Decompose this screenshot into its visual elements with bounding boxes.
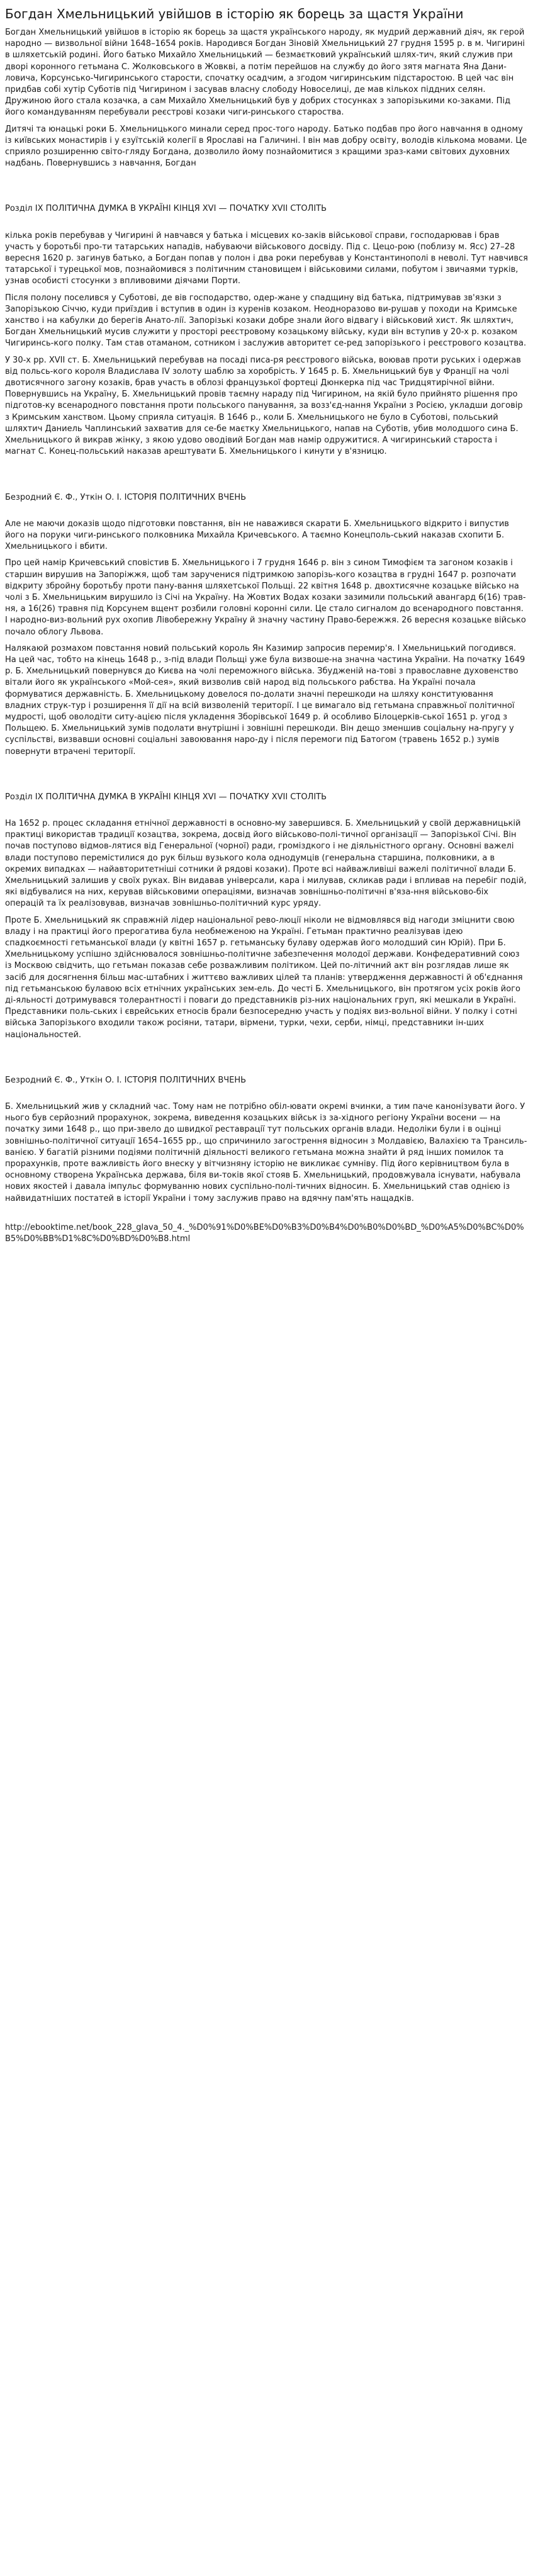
paragraph: Після полону поселився у Суботові, де вів господарство, одер-жане у спадщину від батька, підтримував зв'язки з Запорізькою Січчю, куди приїздив і вступив в один із куренів козаком. Неодноразово ви-рушав у походи на Кримське ханство і на кабулки до берегів Анато-лії. Запорізькі козаки добре знали його відвагу і військовий хист. Як шляхтич, Богдан Хмельницький мусив служити у просторі реєстровому козацькому війську, куди він вступив у 20-х р. козаком Чигиринсь-кого полку. Там став отаманом, сотником і заслужив авторитет се-ред запорізького і реєстрового козацтва. xyxy=(5,293,527,349)
paragraph: Про цей намір Кричевський сповістив Б. Хмельницького і 7 грудня 1646 р. він з сином Тимофієм та загоном козаків і старшин вирушив на Запоріжжя, щоб там зарученися підтримкою запорізь-кого козацтва в грудні 1647 р. розпочати відкриту збройну боротьбу проти пану-вання шляхетської Польщі. 22 квітня 1648 р. двохтисячне козацьке військо на чолі з Б. Хмельницьким вирушило із Січі на Україну. На Жовтих Водах козаки зазимили польський авангард 6(16) трав-ня, а 16(26) травня під Корсунем вщент розбили головні коронні сили. Це стало сигналом до всенародного повстання. І народно-виз-вольний рух охопив Лівобережну Україну й значну частину Право-бережжя. 26 вересня козацьке військо почало облогу Львова. xyxy=(5,558,526,637)
paragraph: Налякаюй розмахом повстання новий польський король Ян Казимир запросив перемир'я. І Хмельницький погодився. На цей час, тобто на кінець 1648 р., з-під влади Польщі уже була визвоше-на значна частина України. На початку 1649 р. Б. Хмельницький повернувся до Києва на чолі переможного війська. Збудженій на-тові з православне духовенство вітали його як українського «Мой-сея», який визволив свій народ від польського рабства. На Україні почала формуватися державність. Б. Хмельницькому довелося по-долати значні перешкоди на шляху конституювання владних струк-тур і розширення її дії на всій визволеній території. І це вимагало від гетьмана справжньої політичної мудрості, щоб оволодіти ситу-ацією після укладення Зборівської 1649 р. й особливо Білоцерків-ської 1651 р. угод з Польщею. Б. Хмельницький зумів подолати внутрішні і зовнішні перешкоди. Він дещо зменшив соціальну на-пругу у суспільстві, визвавши основні соціальні завоювання наро-ду і після перемоги під Батогом (травень 1652 р.) зумів повернути втрачені території. xyxy=(5,643,525,756)
document-body xyxy=(5,27,528,1205)
source-url: http://ebooktime.net/book_228_glava_50_4._%D0%91%D0%BE%D0%B3%D0%B4%D0%B0%D0%BD_%D0%A5%D0%BC%D0%B5%D0%BB%D1%8C%D0%BD%D0%B8.html xyxy=(5,1222,524,1244)
section-gap xyxy=(5,1046,528,1059)
paragraph: кілька років перебував у Чигирині й навчався у батька і місцевих ко-заків військової справи, господарював і брав участь у боротьбі про-ти татарських нападів, набуваючи військового досвіду. Під с. Цецо-рою (поблизу м. Ясс) 27–28 вересня 1620 р. загинув батько, а Богдан попав у полон і два роки перебував у Константинополі в неволі. Тут навчився татарської і турецької мов, познайомився з політичним становищем і військовими силами, побутом і звичаями турків, узнав особисті стосунки з впливовими діячами Порти. xyxy=(5,230,528,286)
paragraph: Б. Хмельницький жив у складний час. Тому нам не потрібно обіл-ювати окремі вчинки, а тим паче канонізувати його. У нього був серйозний прорахунок, зокрема, виведення козацьких військ із за-хідного регіону України восени — на початку зими 1648 р., що при-звело до швидкої реставрації тут польських органів влади. Недоліки були і в оцінці зовнішньо-політичної ситуації 1654–1655 рр., що спричинило загострення відносин з Молдавією, Валахією та Трансиль-ванією. У багатій різними подіями політичній діяльності великого гетьмана можна знайти й ряд інших помилок та прорахунків, проте важливість його внеску у вітчизняну історію не викликає сумніву. Під його керівництвом була в основному створена Українська держава, біля ви-токів якої стояв Б. Хмельницький, продовжувала існувати, набувала нових якостей і давала імпульс формуванню нових суспільно-полі-тичних відносин. Б. Хмельницький став однією із найвидатніших постатей в історії України і тому заслужив право на вдячну пам'ять нащадків. xyxy=(5,1102,527,1203)
section-gap xyxy=(5,174,528,187)
paragraph: Проте Б. Хмельницький як справжній лідер національної рево-люції ніколи не відмовлявся від нагоди зміцнити свою владу і на практиці його прерогатива була необмеженою на Україні. Гетьман практично реалізував ідею спадкоємності гетьманської влади (у квітні 1657 р. гетьманську булаву одержав його молодший син Юрій). При Б. Хмельницькому успішно здійснювалося зовнішньо-політичне забезпечення молодої держави. Конфедеративний союз із Москвою свідчить, що гетьман показав себе розважливим політиком. Цей по-літичний акт він розглядав лише як засіб для досягнення більш мас-штабних і життєво важливих цілей та планів: утвердження державності й об'єднання під гетьманською булавою всіх етнічних українських зем-ель. До честі Б. Хмельницького, він протягом усіх років його ді-яльності дотримувався толерантності і поваги до представників різ-них національних груп, які мешкали в Україні. Представники поль-ських і єврейських етносів брали безпосередню участь у подіях виз-вольної війни. У полку і сотні війська Запорізького входили також росіяни, татари, вірмени, турки, чехи, серби, німці, представники ін-ших національностей. xyxy=(5,915,523,1040)
section-gap xyxy=(5,763,528,775)
paragraph: Богдан Хмельницький увійшов в історію як борець за щастя українського народу, як мудрий державний діяч, як герой народно — визвольної війни 1648–1654 років. Народився Богдан Зіновій Хмельницький 27 грудня 1595 р. в м. Чигирині в шляхетській родині. Його батько Михайло Хмельницький — безмаєтковий український шлях-тич, який служив при дворі коронного гетьмана С. Жолковського в Жовкві, а потім перейшов на службу до його зятя магната Яна Дани-ловича, Корсунсько-Чигиринського старости, спочатку осадчим, а згодом чигиринським підстаростою. В цей час він придбав собі хутір Суботів під Чигирином і засував власну слободу Новоселиці, де мав кількох піддних селян. Дружиною його стала козачка, а сам Михайло Хмельницький був у добрих стосунках з запорізькими ко-заками. Під його командуванням перебували реєстрові козаки чиги-ринського староства. xyxy=(5,28,525,118)
paragraph: Дитячі та юнацькі роки Б. Хмельницького минали серед прос-того народу. Батько подбав про його навчання в одному із київських монастирів і у єзуїтській колегії в Ярославі на Галичині. І він мав добру освіту, володів кількома мовами. Це сприяло розширенню світо-гляду Богдана, дозволило йому познайомитися з кращими зраз-ками світових духовних надбань. Повернувшись з навчання, Богдан xyxy=(5,124,527,169)
paragraph: Але не маючи доказів щодо підготовки повстання, він не наважився скарати Б. Хмельницького відкрито і випустив його на поруки чиги-ринського полковника Михайла Кричевського. А таємно Конецполь-ський наказав схопити Б. Хмельницького і вбити. xyxy=(5,519,509,552)
running-header: Безродний Є. Ф., Уткін О. І. ІСТОРІЯ ПОЛІТИЧНИХ ВЧЕНЬ xyxy=(5,492,247,502)
document-page xyxy=(0,0,533,1250)
page-title: Богдан Хмельницький увійшов в історію як борець за щастя України xyxy=(5,6,464,21)
paragraph: У 30-х рр. XVII ст. Б. Хмельницький перебував на посаді писа-ря реєстрового війська, воював проти руських і одержав від польсь-кого короля Владислава IV золоту шаблю за хоробрість. У 1645 р. Б. Хмельницький був у Франції на чолі двотисячного загону козаків, брав участь в облозі французької фортеці Дюнкерка під час Тридцятирічної війни. Повернувшись на Україну, Б. Хмельницький провів таємну нараду під Чигирином, на якій було прийнято рішення про підготов-ку всенародного повстання проти польського панування, за возз'єд-нання України з Росією, укладши договір з Кримським ханством. Цьому сприяла ситуація. В 1646 р., коли Б. Хмельницького не було в Суботові, польський шляхтич Даниель Чаплинський захватив для се-бе маєтку Хмельницького, напав на Суботів, убив молодшого сина Б. Хмельницького й викрав жінку, з якою удово оводівий Богдан мав намір одружитися. А чигиринський староста і магнат С. Конец-польський наказав арештувати Б. Хмельницького і кинути у в'язницю. xyxy=(5,355,523,457)
running-header: Розділ IX ПОЛІТИЧНА ДУМКА В УКРАЇНІ КІНЦЯ XVI — ПОЧАТКУ XVII СТОЛІТЬ xyxy=(5,204,327,214)
running-header: Безродний Є. Ф., Уткін О. І. ІСТОРІЯ ПОЛІТИЧНИХ ВЧЕНЬ xyxy=(5,1075,247,1085)
running-header: Розділ IX ПОЛІТИЧНА ДУМКА В УКРАЇНІ КІНЦЯ XVI — ПОЧАТКУ XVII СТОЛІТЬ xyxy=(5,792,327,802)
section-gap xyxy=(5,463,528,476)
paragraph: На 1652 р. процес складання етнічної державності в основно-му завершився. Б. Хмельницький у своїй державницькій практиці використав традиції козацтва, зокрема, досвід його військово-полі-тичної організації — Запорізької Січі. Він почав поступово відмов-лятися від Генеральної (чорної) ради, громіздкого і не діяльністного органу. Основні важелі влади поступово перемістилися до рук більш вузького кола однодумців (генеральна старшина, полковники, а в окремих випадках — найавторитетніші сотники й рядові козаки). Проте всі найважливіші важелі політичної влади Б. Хмельницький залишив у своїх руках. Він видавав універсали, кара і милував, скликав ради і впливав на перебіг подій, які відбувалися на них, керував військовими операціями, визначав зовнішньо-політичні в'яза-ння військово-біх операцій та їх реалізовував, визначав зовнішньо-політичний курс уряду. xyxy=(5,818,527,909)
